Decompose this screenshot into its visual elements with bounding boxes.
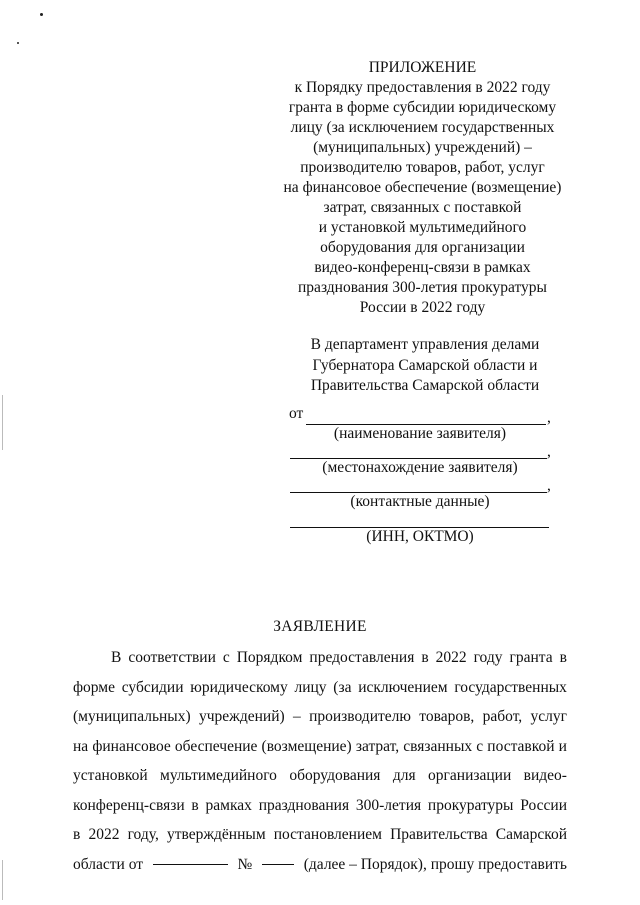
caption-contact-data: (контактные данные) — [350, 493, 490, 510]
caption-inn-oktmo: (ИНН, ОКТМО) — [366, 528, 474, 545]
statement-word: в — [73, 826, 81, 843]
statement-word: постановлением — [273, 826, 382, 843]
statement-word: оборудования — [289, 767, 381, 784]
statement-word: работ, — [482, 708, 523, 725]
scan-edge — [2, 395, 3, 450]
statement-word: (за — [333, 678, 352, 696]
statement-line — [73, 643, 567, 673]
statement-word: Правительства — [390, 826, 488, 843]
comma: , — [547, 409, 551, 426]
statement-word: с — [222, 649, 230, 666]
scan-speck — [40, 13, 43, 16]
addressee-line: Губернатора Самарской области и — [312, 356, 538, 374]
statement-word: в — [559, 649, 567, 666]
statement-word: – — [293, 708, 301, 725]
statement-word: государственных — [454, 678, 567, 696]
statement-word: организации — [428, 767, 512, 784]
statement-word: обеспечение — [174, 737, 258, 755]
statement-word: году, — [127, 826, 159, 843]
statement-line — [73, 791, 567, 821]
statement-word: в — [421, 649, 429, 666]
statement-word: соответствии — [128, 649, 216, 666]
statement-word: Самарской — [495, 826, 567, 843]
statement-word: (муниципальных) — [73, 708, 191, 725]
appendix-line: ПРИЛОЖЕНИЕ — [368, 59, 477, 76]
statement-word: товаров, — [419, 708, 475, 725]
appendix-line: затрат, связанных с поставкой — [323, 199, 522, 216]
statement-word: связанных — [403, 737, 473, 755]
statement-word: юридическому — [190, 678, 288, 696]
appendix-line: видео-конференц-связи в рамках — [314, 259, 531, 276]
addressee-block — [300, 335, 550, 397]
statement-word: субсидии — [121, 678, 184, 696]
date-blank[interactable] — [153, 850, 228, 865]
statement-line — [73, 820, 567, 850]
statement-word: предоставления — [309, 649, 415, 666]
appendix-line: к Порядку предоставления в 2022 году — [294, 79, 551, 96]
number-sign: № — [237, 855, 253, 873]
comma: , — [547, 477, 551, 494]
appendix-header — [270, 58, 575, 318]
statement-word: с — [476, 737, 484, 755]
statement-word: гранта — [509, 649, 553, 666]
statement-word: форме — [73, 678, 115, 696]
statement-body — [73, 643, 567, 879]
appendix-line: (муниципальных) учреждений) – — [313, 139, 532, 156]
statement-word: видео- — [523, 767, 567, 784]
statement-word: учреждений) — [198, 708, 285, 725]
statement-word: Порядком — [236, 649, 303, 666]
statement-line — [73, 702, 567, 732]
appendix-line: России в 2022 году — [359, 299, 486, 316]
statement-word: на — [73, 737, 89, 755]
addressee-line: В департамент управления делами — [310, 336, 540, 353]
statement-word: В — [111, 649, 122, 666]
statement-word: 2022 — [435, 649, 467, 666]
statement-word: финансовое — [92, 737, 171, 755]
statement-line — [73, 673, 567, 703]
statement-word: прокуратуры — [427, 796, 514, 814]
statement-word: лицу — [294, 678, 327, 696]
appendix-line: лицу (за исключением государственных — [290, 119, 555, 136]
appendix-line: на финансовое обеспечение (возмещение) — [283, 179, 562, 196]
caption-applicant-name: (наименование заявителя) — [333, 425, 507, 442]
number-blank[interactable] — [262, 850, 294, 865]
statement-word: мультимедийного — [160, 767, 277, 784]
statement-word: и — [558, 737, 567, 755]
from-label: от — [289, 405, 304, 422]
comma: , — [547, 443, 551, 460]
statement-text: области от — [73, 855, 144, 873]
statement-word: исключением — [358, 678, 448, 696]
statement-word: в — [191, 796, 199, 814]
scan-speck — [17, 42, 19, 44]
appendix-line: оборудования для организации — [320, 239, 525, 256]
scan-edge — [2, 860, 3, 900]
appendix-line: гранта в форме субсидии юридическому — [288, 99, 557, 116]
statement-word: поставкой — [487, 737, 555, 755]
appendix-line: празднования 300-летия прокуратуры — [298, 279, 547, 296]
statement-word: затрат, — [355, 737, 400, 755]
statement-word: производителю — [309, 708, 411, 725]
appendix-line: и установкой мультимедийного — [318, 219, 527, 236]
statement-line — [73, 761, 567, 791]
statement-title: ЗАЯВЛЕНИЕ — [273, 618, 367, 635]
statement-word: утверждённым — [166, 826, 266, 843]
statement-text: (далее – Порядок), прошу предоставить — [303, 855, 567, 873]
statement-word: для — [392, 767, 416, 784]
statement-word: услуг — [530, 708, 567, 725]
statement-word: (возмещение) — [261, 737, 352, 755]
statement-word: России — [520, 796, 567, 814]
statement-word: 2022 — [88, 826, 120, 843]
statement-word: рамках — [205, 796, 252, 814]
addressee-line: Правительства Самарской области — [310, 377, 540, 394]
statement-word: 300-летия — [355, 796, 422, 814]
statement-word: конференц-связи — [73, 796, 185, 814]
appendix-line: производителю товаров, работ, услуг — [300, 159, 545, 176]
statement-word: году — [473, 649, 503, 666]
statement-word: празднования — [258, 796, 350, 814]
statement-line — [73, 732, 567, 762]
statement-word: установкой — [73, 767, 148, 784]
caption-applicant-location: (местонахождение заявителя) — [322, 459, 518, 476]
statement-last-line — [73, 850, 567, 880]
